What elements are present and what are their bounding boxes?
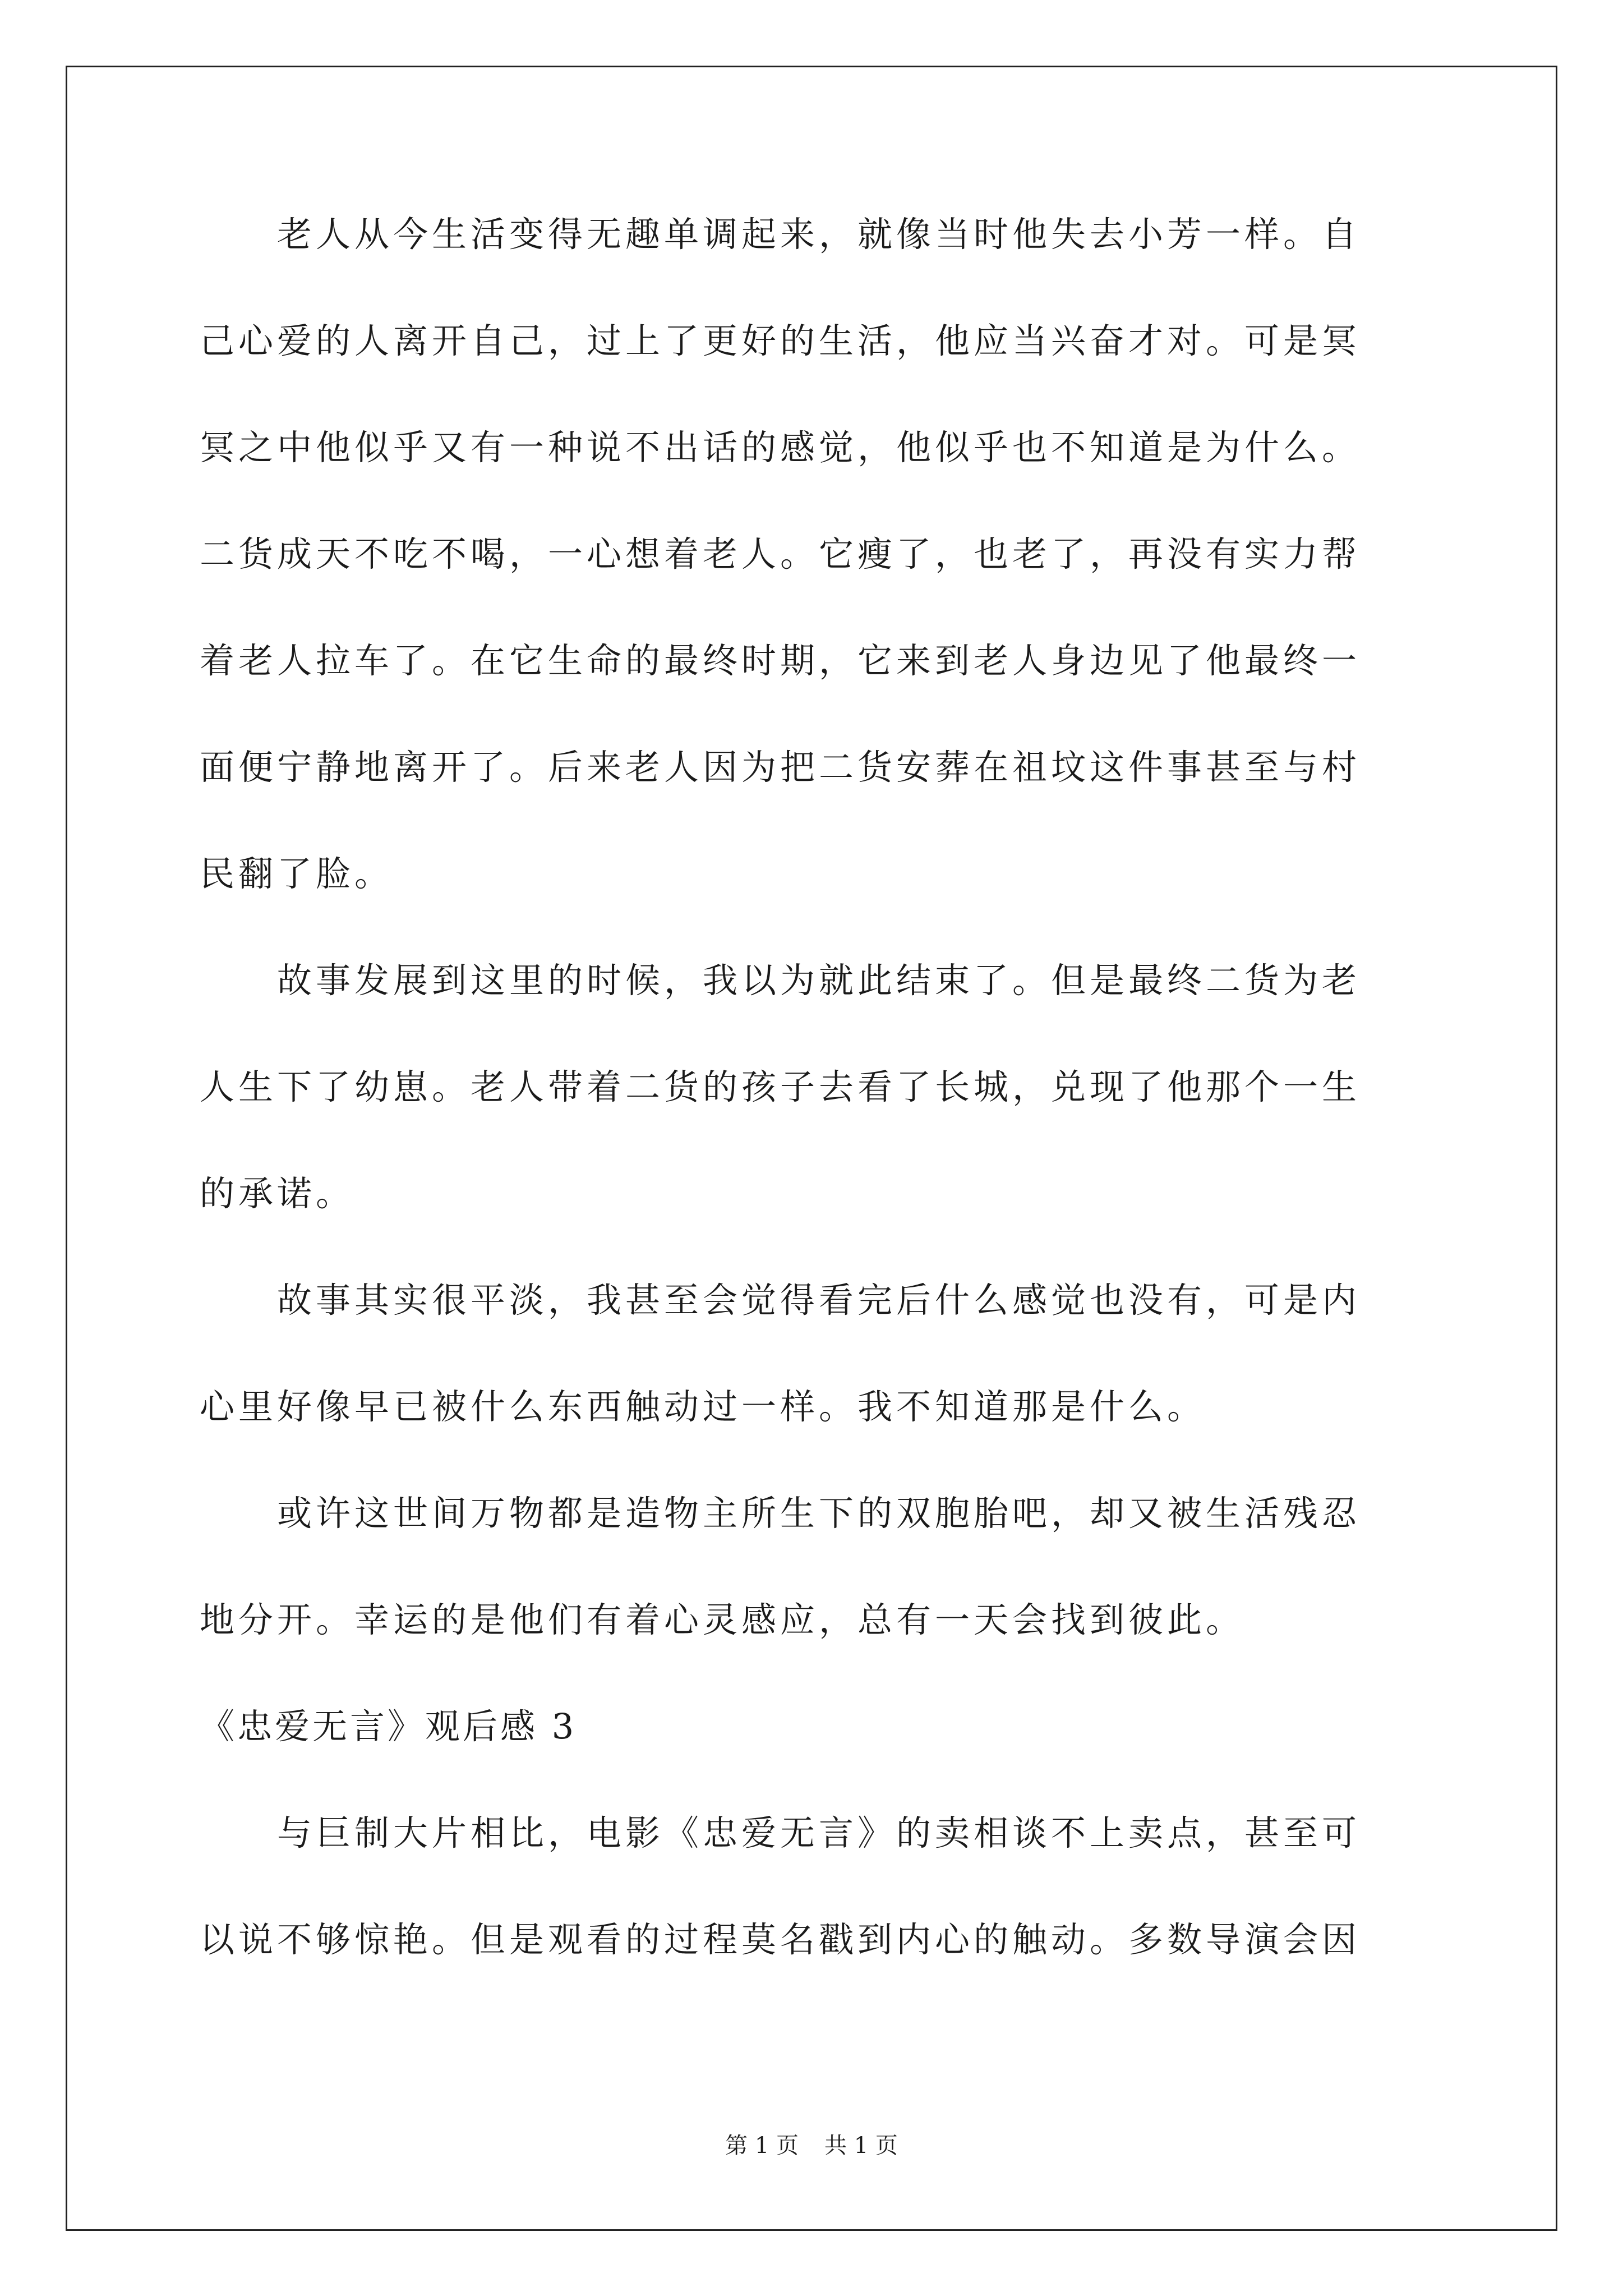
text-line: 老人从今生活变得无趣单调起来，就像当时他失去小芳一样。自 [200, 214, 1361, 255]
text-line: 与巨制大片相比，电影《忠爱无言》的卖相谈不上卖点，甚至可 [200, 1812, 1361, 1853]
text-line: 冥之中他似乎又有一种说不出话的感觉，他似乎也不知道是为什么。 [200, 427, 1361, 468]
text-line: 人生下了幼崽。老人带着二货的孩子去看了长城，兑现了他那个一生 [200, 1066, 1361, 1107]
text-line: 地分开。幸运的是他们有着心灵感应，总有一天会找到彼此。 [200, 1599, 1245, 1640]
text-line: 故事发展到这里的时候，我以为就此结束了。但是最终二货为老 [200, 960, 1361, 1001]
text-line: 或许这世间万物都是造物主所生下的双胞胎吧，却又被生活残忍 [200, 1493, 1361, 1534]
text-line: 己心爱的人离开自己，过上了更好的生活，他应当兴奋才对。可是冥 [200, 320, 1361, 361]
page-total: 共 1 页 [824, 2133, 898, 2159]
text-line: 心里好像早已被什么东西触动过一样。我不知道那是什么。 [200, 1386, 1206, 1427]
page-number: 第 1 页 [725, 2133, 799, 2159]
section-heading: 《忠爱无言》观后感 3 [200, 1706, 577, 1747]
text-line: 的承诺。 [200, 1173, 355, 1214]
text-line: 二货成天不吃不喝，一心想着老人。它瘦了，也老了，再没有实力帮 [200, 533, 1361, 574]
text-line: 面便宁静地离开了。后来老人因为把二货安葬在祖坟这件事甚至与村 [200, 747, 1361, 788]
text-line: 故事其实很平淡，我甚至会觉得看完后什么感觉也没有，可是内 [200, 1280, 1361, 1320]
text-line: 着老人拉车了。在它生命的最终时期，它来到老人身边见了他最终一 [200, 640, 1361, 681]
text-line: 以说不够惊艳。但是观看的过程莫名戳到内心的触动。多数导演会因 [200, 1919, 1361, 1960]
text-line: 民翻了脸。 [200, 853, 394, 894]
page-footer [0, 2132, 1623, 2160]
page-border [66, 66, 1557, 2231]
